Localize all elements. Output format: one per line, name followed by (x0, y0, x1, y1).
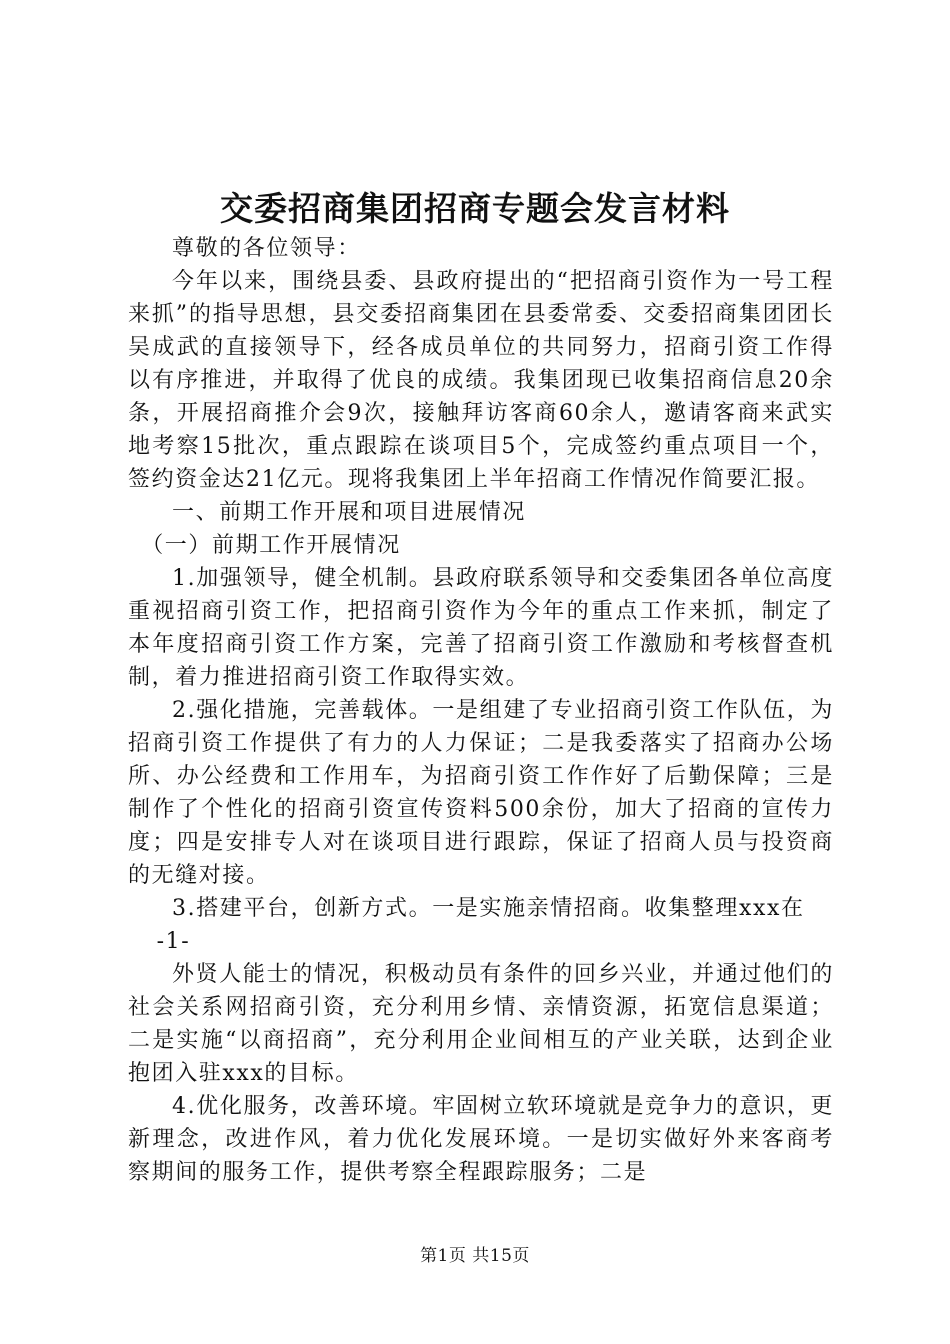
subsection-heading: （一）前期工作开展情况 (141, 533, 401, 558)
paragraph-continuation: 外贤人能士的情况，积极动员有条件的回乡兴业，并通过他们的社会关系网招商引资，充分利用乡情、亲情资源，拓宽信息渠道；二是实施“以商招商”，充分利用企业间相互的产业关联，达到企业抱团入驻xxx的目标。 (128, 962, 834, 1086)
paragraph-item-2: 2.强化措施，完善载体。一是组建了专业招商引资工作队伍，为招商引资工作提供了有力的人力保证；二是我委落实了招商办公场所、办公经费和工作用车，为招商引资工作作好了后勤保障；三是制作了个性化的招商引资宣传资料500余份，加大了招商的宣传力度；四是安排专人对在谈项目进行跟踪，保证了招商人员与投资商的无缝对接。 (128, 698, 834, 888)
section-heading: 一、前期工作开展和项目进展情况 (172, 500, 527, 525)
paragraph-item-3: 3.搭建平台，创新方式。一是实施亲情招商。收集整理xxx在 (172, 896, 805, 921)
document-title: 交委招商集团招商专题会发言材料 (220, 189, 730, 228)
paragraph-item-4: 4.优化服务，改善环境。牢固树立软环境就是竞争力的意识，更新理念，改进作风，着力优化发展环境。一是切实做好外来客商考察期间的服务工作，提供考察全程跟踪服务；二是 (128, 1094, 834, 1185)
page-footer: 第1页 共15页 (420, 1246, 530, 1266)
paragraph-item-1: 1.加强领导，健全机制。县政府联系领导和交委集团各单位高度重视招商引资工作，把招商引资作为今年的重点工作来抓，制定了本年度招商引资工作方案，完善了招商引资工作激励和考核督查机制，着力推进招商引资工作取得实效。 (128, 566, 834, 690)
inline-page-marker: -1- (156, 929, 191, 954)
salutation: 尊敬的各位领导： (172, 236, 361, 261)
document-body (128, 232, 834, 1189)
intro-paragraph: 今年以来，围绕县委、县政府提出的“把招商引资作为一号工程来抓”的指导思想，县交委招商集团在县委常委、交委招商集团团长吴成武的直接领导下，经各成员单位的共同努力，招商引资工作得以有序推进，并取得了优良的成绩。我集团现已收集招商信息20余条，开展招商推介会9次，接触拜访客商60余人，邀请客商来武实地考察15批次，重点跟踪在谈项目5个，完成签约重点项目一个，签约资金达21亿元。现将我集团上半年招商工作情况作简要汇报。 (128, 269, 834, 492)
